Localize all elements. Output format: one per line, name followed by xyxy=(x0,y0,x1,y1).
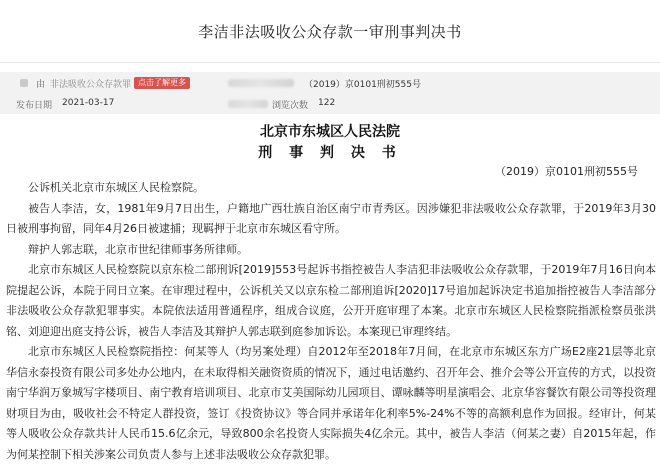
court-name: 北京市东城区人民法院 xyxy=(260,124,400,140)
document-title-bar xyxy=(0,0,660,63)
redacted-block xyxy=(228,100,268,108)
learn-more-badge[interactable]: 点击了解更多 xyxy=(134,77,190,89)
judgment-body xyxy=(6,178,656,465)
paragraph: 辩护人郭志联，北京市世纪律师事务所律师。 xyxy=(28,242,248,256)
paragraph: 北京市东城区人民检察院以京东检二部刑诉[2019]553号起诉书指控被告人李洁犯非法吸收公众存款罪，于2019年7月16日向本院提起公诉，本院于同日立案。在审理过程中，公诉机关又以京东检二部刑追诉[2020]17号追加起诉决定书追加指控被告人李洁部分非法吸收公众存款犯罪事实。本院依法适用普通程序，组成合议庭，公开开庭审理了本案。北京市东城区人民检察院指派检察员张洪铭、刘迎迎出庭支持公诉，被告人李洁及其辩护人郭志联到庭参加诉讼。本案现已审理终结。 xyxy=(6,263,656,338)
views-value: 122 xyxy=(318,98,336,108)
paragraph: 公诉机关北京市东城区人民检察院。 xyxy=(28,181,204,194)
publish-date-value: 2021-03-17 xyxy=(62,98,115,108)
views-label: 浏览次数 xyxy=(272,101,309,111)
meta-row-cause xyxy=(0,72,660,94)
document-case-number: （2019）京0101刑初555号 xyxy=(495,165,638,178)
document-type: 刑 事 判 决 书 xyxy=(258,145,402,161)
cause-prefix: 由 xyxy=(36,80,46,90)
meta-row-publish xyxy=(0,94,660,114)
cause-text[interactable]: 非法吸收公众存款罪 xyxy=(50,80,132,90)
paragraph: 北京市东城区人民检察院指控：何某等人（均另案处理）自2012年至2018年7月间，在北京市东城区东方广场E2座21层等北京华信永泰投资有限公司多处办公地内，在未取得相关融资资质的情况下，通过电话邀约、召开年会、推介会等公开宣传的方式，以投资南宁华润万象城写字楼项目、南宁教育培训项目、北京市艾美国际幼儿园项目、谭咏麟等明星演唱会、北京华容餐饮有限公司等投资理财项目为由，吸收社会不特定人群投资，签订《投资协议》等合同并承诺年化利率5%-24%不等的高额利息作为回报。经审计，何某等人吸收公众存款共计人民币15.6亿余元，导致800余名投资人实际损失4亿余元。其中，被告人李洁（何某之妻）自2015年起，作为何某控制下相关涉案公司负责人参与上述非法吸收公众存款犯罪。 xyxy=(6,345,656,461)
paragraph: 被告人李洁，女，1981年9月7日出生，户籍地广西壮族自治区南宁市青秀区。因涉嫌犯非法吸收公众存款罪，于2019年3月30日被刑事拘留，同年4月26日被逮捕；现羁押于北京市东城区看守所。 xyxy=(6,201,656,235)
document-title: 李洁非法吸收公众存款一审刑事判决书 xyxy=(198,22,462,41)
case-number-meta: （2019）京0101刑初555号 xyxy=(304,80,421,90)
redacted-block xyxy=(228,79,294,87)
publish-date-label: 发布日期 xyxy=(16,101,53,111)
tag-icon xyxy=(20,79,28,87)
